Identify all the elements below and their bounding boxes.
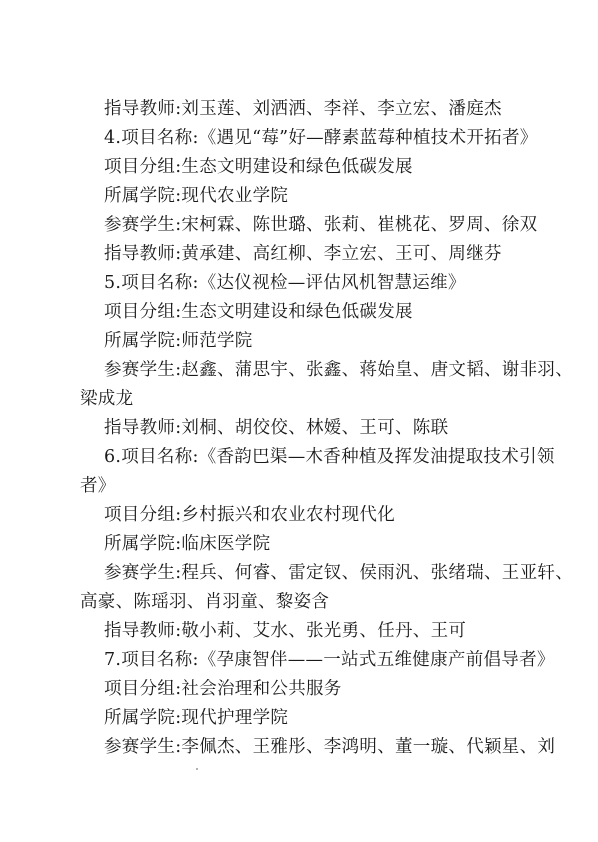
project-group-6: 项目分组:乡村振兴和农业农村现代化 [104, 505, 395, 525]
project-college-5: 所属学院:师范学院 [104, 331, 253, 351]
project-title-4: 4.项目名称:《遇见“莓”好—酵素蓝莓种植技术开拓者》 [104, 128, 538, 148]
project-title-6-cont: 者》 [80, 476, 116, 496]
project-title-5: 5.项目名称:《达仪视检—评估风机智慧运维》 [104, 273, 466, 293]
advisor-line-project-3: 指导教师:刘玉莲、刘洒洒、李祥、李立宏、潘庭杰 [104, 99, 502, 119]
project-advisors-4: 指导教师:黄承建、高红柳、李立宏、王可、周继芬 [104, 244, 502, 264]
project-students-6: 参赛学生:程兵、何睿、雷定钗、侯雨汎、张绪瑞、王亚轩、 [104, 563, 573, 583]
project-group-4: 项目分组:生态文明建设和绿色低碳发展 [104, 157, 413, 177]
project-students-7: 参赛学生:李佩杰、王雅彤、李鸿明、董一璇、代颖星、刘 [104, 737, 556, 757]
project-advisors-5: 指导教师:刘桐、胡佼佼、林嫒、王可、陈联 [104, 418, 449, 438]
project-college-6: 所属学院:临床医学院 [104, 534, 271, 554]
project-advisors-6: 指导教师:敬小莉、艾水、张光勇、任丹、王可 [104, 621, 467, 641]
project-students-6-cont: 高豪、陈瑶羽、肖羽童、黎姿含 [80, 592, 330, 612]
project-group-7: 项目分组:社会治理和公共服务 [104, 679, 342, 699]
project-title-6: 6.项目名称:《香韵巴渠—木香种植及挥发油提取技术引领 [104, 447, 555, 467]
project-group-5: 项目分组:生态文明建设和绿色低碳发展 [104, 302, 413, 322]
scan-speck [196, 768, 198, 770]
project-title-7: 7.项目名称:《孕康智伴——一站式五维健康产前倡导者》 [104, 650, 555, 670]
project-students-5-cont: 梁成龙 [80, 389, 134, 409]
project-students-4: 参赛学生:宋柯霖、陈世璐、张莉、崔桃花、罗周、徐双 [104, 215, 538, 235]
project-college-7: 所属学院:现代护理学院 [104, 708, 289, 728]
project-college-4: 所属学院:现代农业学院 [104, 186, 289, 206]
project-students-5: 参赛学生:赵鑫、蒲思宇、张鑫、蒋始皇、唐文韬、谢非羽、 [104, 360, 573, 380]
